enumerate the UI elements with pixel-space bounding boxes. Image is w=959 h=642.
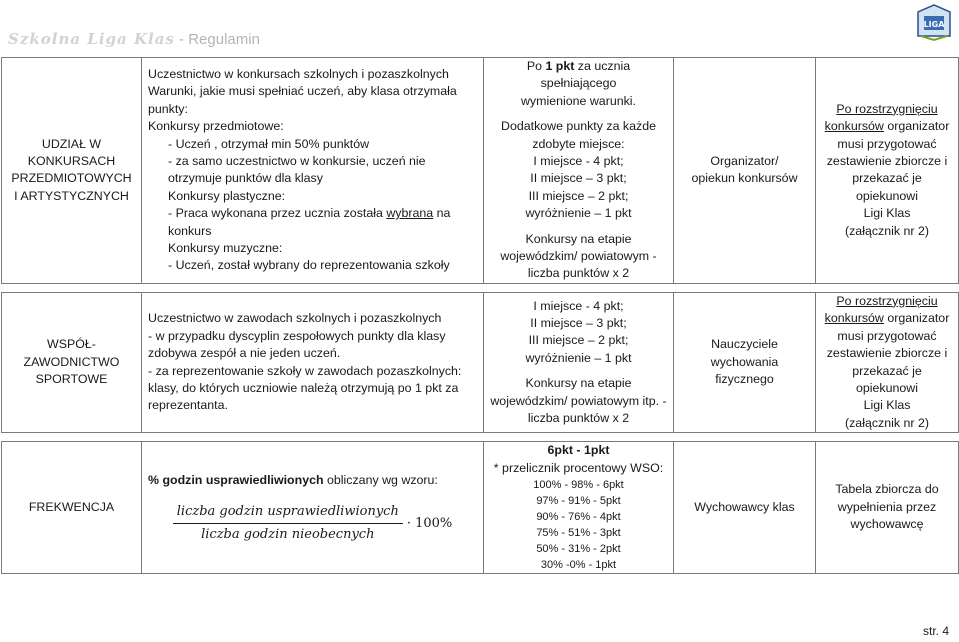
conditions-sports: Uczestnictwo w zawodach szkolnych i pozaszkolnych - w przypadku dyscyplin zespołowych punkty dla klasy zdobywa zespół a nie jeden uczeń. - za reprezentowanie szkoły w zawodach pozaszkolnych: klasy, do których uczniowie należą otrzymują po 1 pkt za reprezentanta. xyxy=(142,292,484,432)
svg-text:LIGA: LIGA xyxy=(923,20,945,29)
responsible-sports: Nauczyciele wychowania fizycznego xyxy=(674,292,816,432)
conditions-attendance: % godzin usprawiedliwionych obliczany wg wzoru: $\frac{\text{liczba godzin usprawiedliwionych}}{\text{liczba godzin nieobecnych}}$ · 100% xyxy=(142,442,484,574)
conditions-competitions: Uczestnictwo w konkursach szkolnych i pozaszkolnych Warunki, jakie musi spełniać uczeń, aby klasa otrzymała punkty: Konkursy przedmiotowe: - Uczeń , otrzymał min 50% punktów - za samo uczestnictwo w konkursie, uczeń nie otrzymuje punktów dla klasy Konkursy plastyczne: - Praca wykonana przez ucznia została wybrana na konkurs Konkursy muzyczne: - Uczeń, został wybrany do reprezentowania szkoły xyxy=(142,58,484,284)
row-separator xyxy=(2,433,959,442)
points-sports: I miejsce - 4 pkt; II miejsce – 3 pkt; III miejsce – 2 pkt; wyróżnienie – 1 pkt Konkursy na etapie wojewódzkim/ powiatowym itp. - liczba punktów x 2 xyxy=(484,292,674,432)
table-row-attendance xyxy=(2,442,959,574)
liga-logo xyxy=(912,2,956,42)
document-header xyxy=(8,30,260,52)
table-row-sports xyxy=(2,292,959,432)
responsible-attendance: Wychowawcy klas xyxy=(674,442,816,574)
points-attendance: 6pkt - 1pkt * przelicznik procentowy WSO: 100% - 98% - 6pkt 97% - 91% - 5pkt 90% - 76% - 4pkt 75% - 51% - 3pkt 50% - 31% - 2pkt 30% -0% - 1pkt xyxy=(484,442,674,574)
remarks-sports: Po rozstrzygnięciu konkursów organizator musi przygotować zestawienie zbiorcze i przekazać je opiekunowi Ligi Klas (załącznik nr 2) xyxy=(816,292,959,432)
remarks-competitions: Po rozstrzygnięciu konkursów organizator musi przygotować zestawienie zbiorcze i przekazać je opiekunowi Ligi Klas (załącznik nr 2) xyxy=(816,58,959,284)
category-attendance: FREKWENCJA xyxy=(2,442,142,574)
table-row-competitions xyxy=(2,58,959,284)
remarks-attendance: Tabela zbiorcza do wypełnienia przez wychowawcę xyxy=(816,442,959,574)
category-sports: WSPÓŁ- ZAWODNICTWO SPORTOWE xyxy=(2,292,142,432)
attendance-formula: $\frac{\text{liczba godzin usprawiedliwionych}}{\text{liczba godzin nieobecnych}}$ · 100% xyxy=(148,503,477,543)
responsible-competitions: Organizator/ opiekun konkursów xyxy=(674,58,816,284)
header-title: Szkolna Liga Klas xyxy=(8,30,175,48)
points-competitions: Po 1 pkt za ucznia spełniającego wymienione warunki. Dodatkowe punkty za każde zdobyte miejsce: I miejsce - 4 pkt; II miejsce – 3 pkt; III miejsce – 2 pkt; wyróżnienie – 1 pkt Konkursy na etapie wojewódzkim/ powiatowym - liczba punktów x 2 xyxy=(484,58,674,284)
row-separator xyxy=(2,283,959,292)
category-competitions: UDZIAŁ W KONKURSACH PRZEDMIOTOWYCH I ARTYSTYCZNYCH xyxy=(2,58,142,284)
page-number: str. 4 xyxy=(922,624,949,638)
regulation-table xyxy=(1,57,959,574)
header-subtitle: - Regulamin xyxy=(174,31,260,48)
